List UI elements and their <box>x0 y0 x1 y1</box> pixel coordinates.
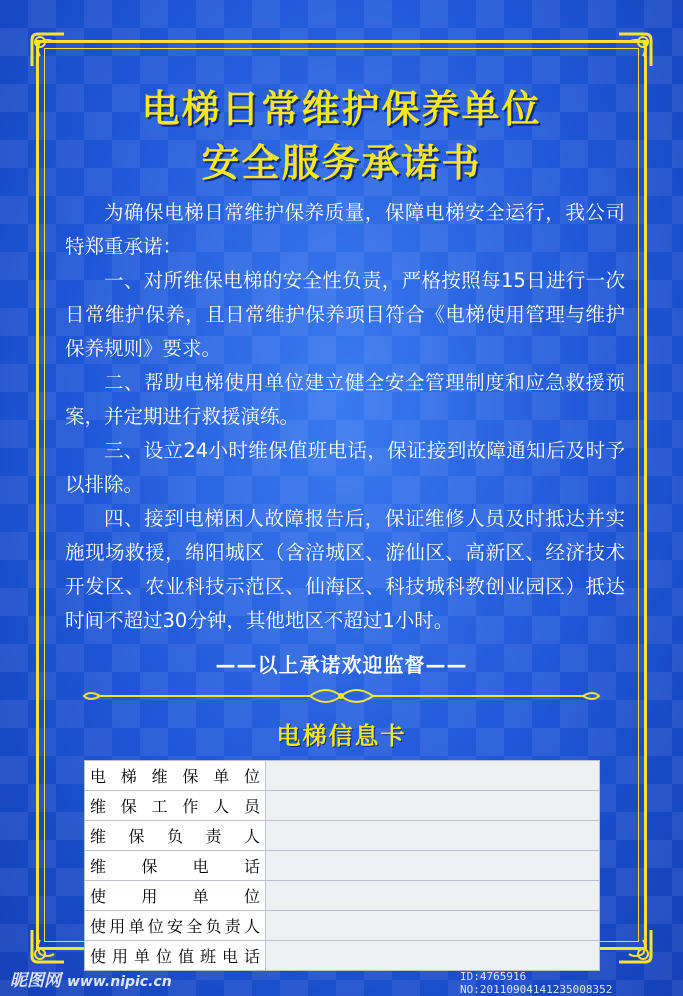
table-row <box>85 791 600 821</box>
table-row <box>85 851 600 881</box>
row-label: 维保负责人 <box>85 821 266 851</box>
row-value-cell[interactable] <box>266 941 600 971</box>
row-label: 使用单位安全负责人 <box>85 911 266 941</box>
intro-paragraph: 为确保电梯日常维护保养质量，保障电梯安全运行，我公司特郑重承诺： <box>65 201 625 258</box>
commitment-item-1: 一、对所维保电梯的安全性负责，严格按照每15日进行一次日常维护保养，且日常维护保养项目符合《电梯使用管理与维护保养规则》要求。 <box>65 269 625 360</box>
table-row <box>85 881 600 911</box>
row-value-cell[interactable] <box>266 911 600 941</box>
elevator-info-table <box>84 760 600 971</box>
row-value-cell[interactable] <box>266 851 600 881</box>
row-label: 使用单位值班电话 <box>85 941 266 971</box>
commitment-body <box>65 196 625 638</box>
commitment-item-2: 二、帮助电梯使用单位建立健全安全管理制度和应急救援预案，并定期进行救援演练。 <box>65 371 625 428</box>
corner-ornament-icon <box>615 926 655 966</box>
watermark-id: ID:4765916 NO:20110904141235008352 <box>460 970 613 996</box>
table-row <box>85 821 600 851</box>
row-label: 维保工作人员 <box>85 791 266 821</box>
info-card-title: 电梯信息卡 <box>276 722 407 750</box>
row-value-cell[interactable] <box>266 761 600 791</box>
table-row <box>85 911 600 941</box>
corner-ornament-icon <box>615 30 655 70</box>
watermark-site: www.nipic.cn <box>67 974 172 990</box>
supervision-motto: ——以上承诺欢迎监督—— <box>215 653 468 677</box>
watermark-brand-name: 昵图网 <box>10 971 61 991</box>
row-value-cell[interactable] <box>266 791 600 821</box>
page-subtitle: 安全服务承诺书 <box>201 141 482 185</box>
flourish-divider-icon <box>80 684 603 708</box>
page-title: 电梯日常维护保养单位 <box>141 87 542 131</box>
corner-ornament-icon <box>28 30 68 70</box>
row-label: 电梯维保单位 <box>85 761 266 791</box>
watermark-brand <box>10 966 172 991</box>
row-value-cell[interactable] <box>266 821 600 851</box>
commitment-item-4: 四、接到电梯困人故障报告后，保证维修人员及时抵达并实施现场救援，绵阳城区（含涪城区、游仙区、高新区、经济技术开发区、农业科技示范区、仙海区、科技城科教创业园区）抵达时间不超过30分钟，其他地区不超过1小时。 <box>65 507 625 632</box>
table-row <box>85 761 600 791</box>
row-value-cell[interactable] <box>266 881 600 911</box>
commitment-item-3: 三、设立24小时维保值班电话，保证接到故障通知后及时予以排除。 <box>65 439 625 496</box>
row-label: 维保电话 <box>85 851 266 881</box>
row-label: 使用单位 <box>85 881 266 911</box>
corner-ornament-icon <box>28 926 68 966</box>
